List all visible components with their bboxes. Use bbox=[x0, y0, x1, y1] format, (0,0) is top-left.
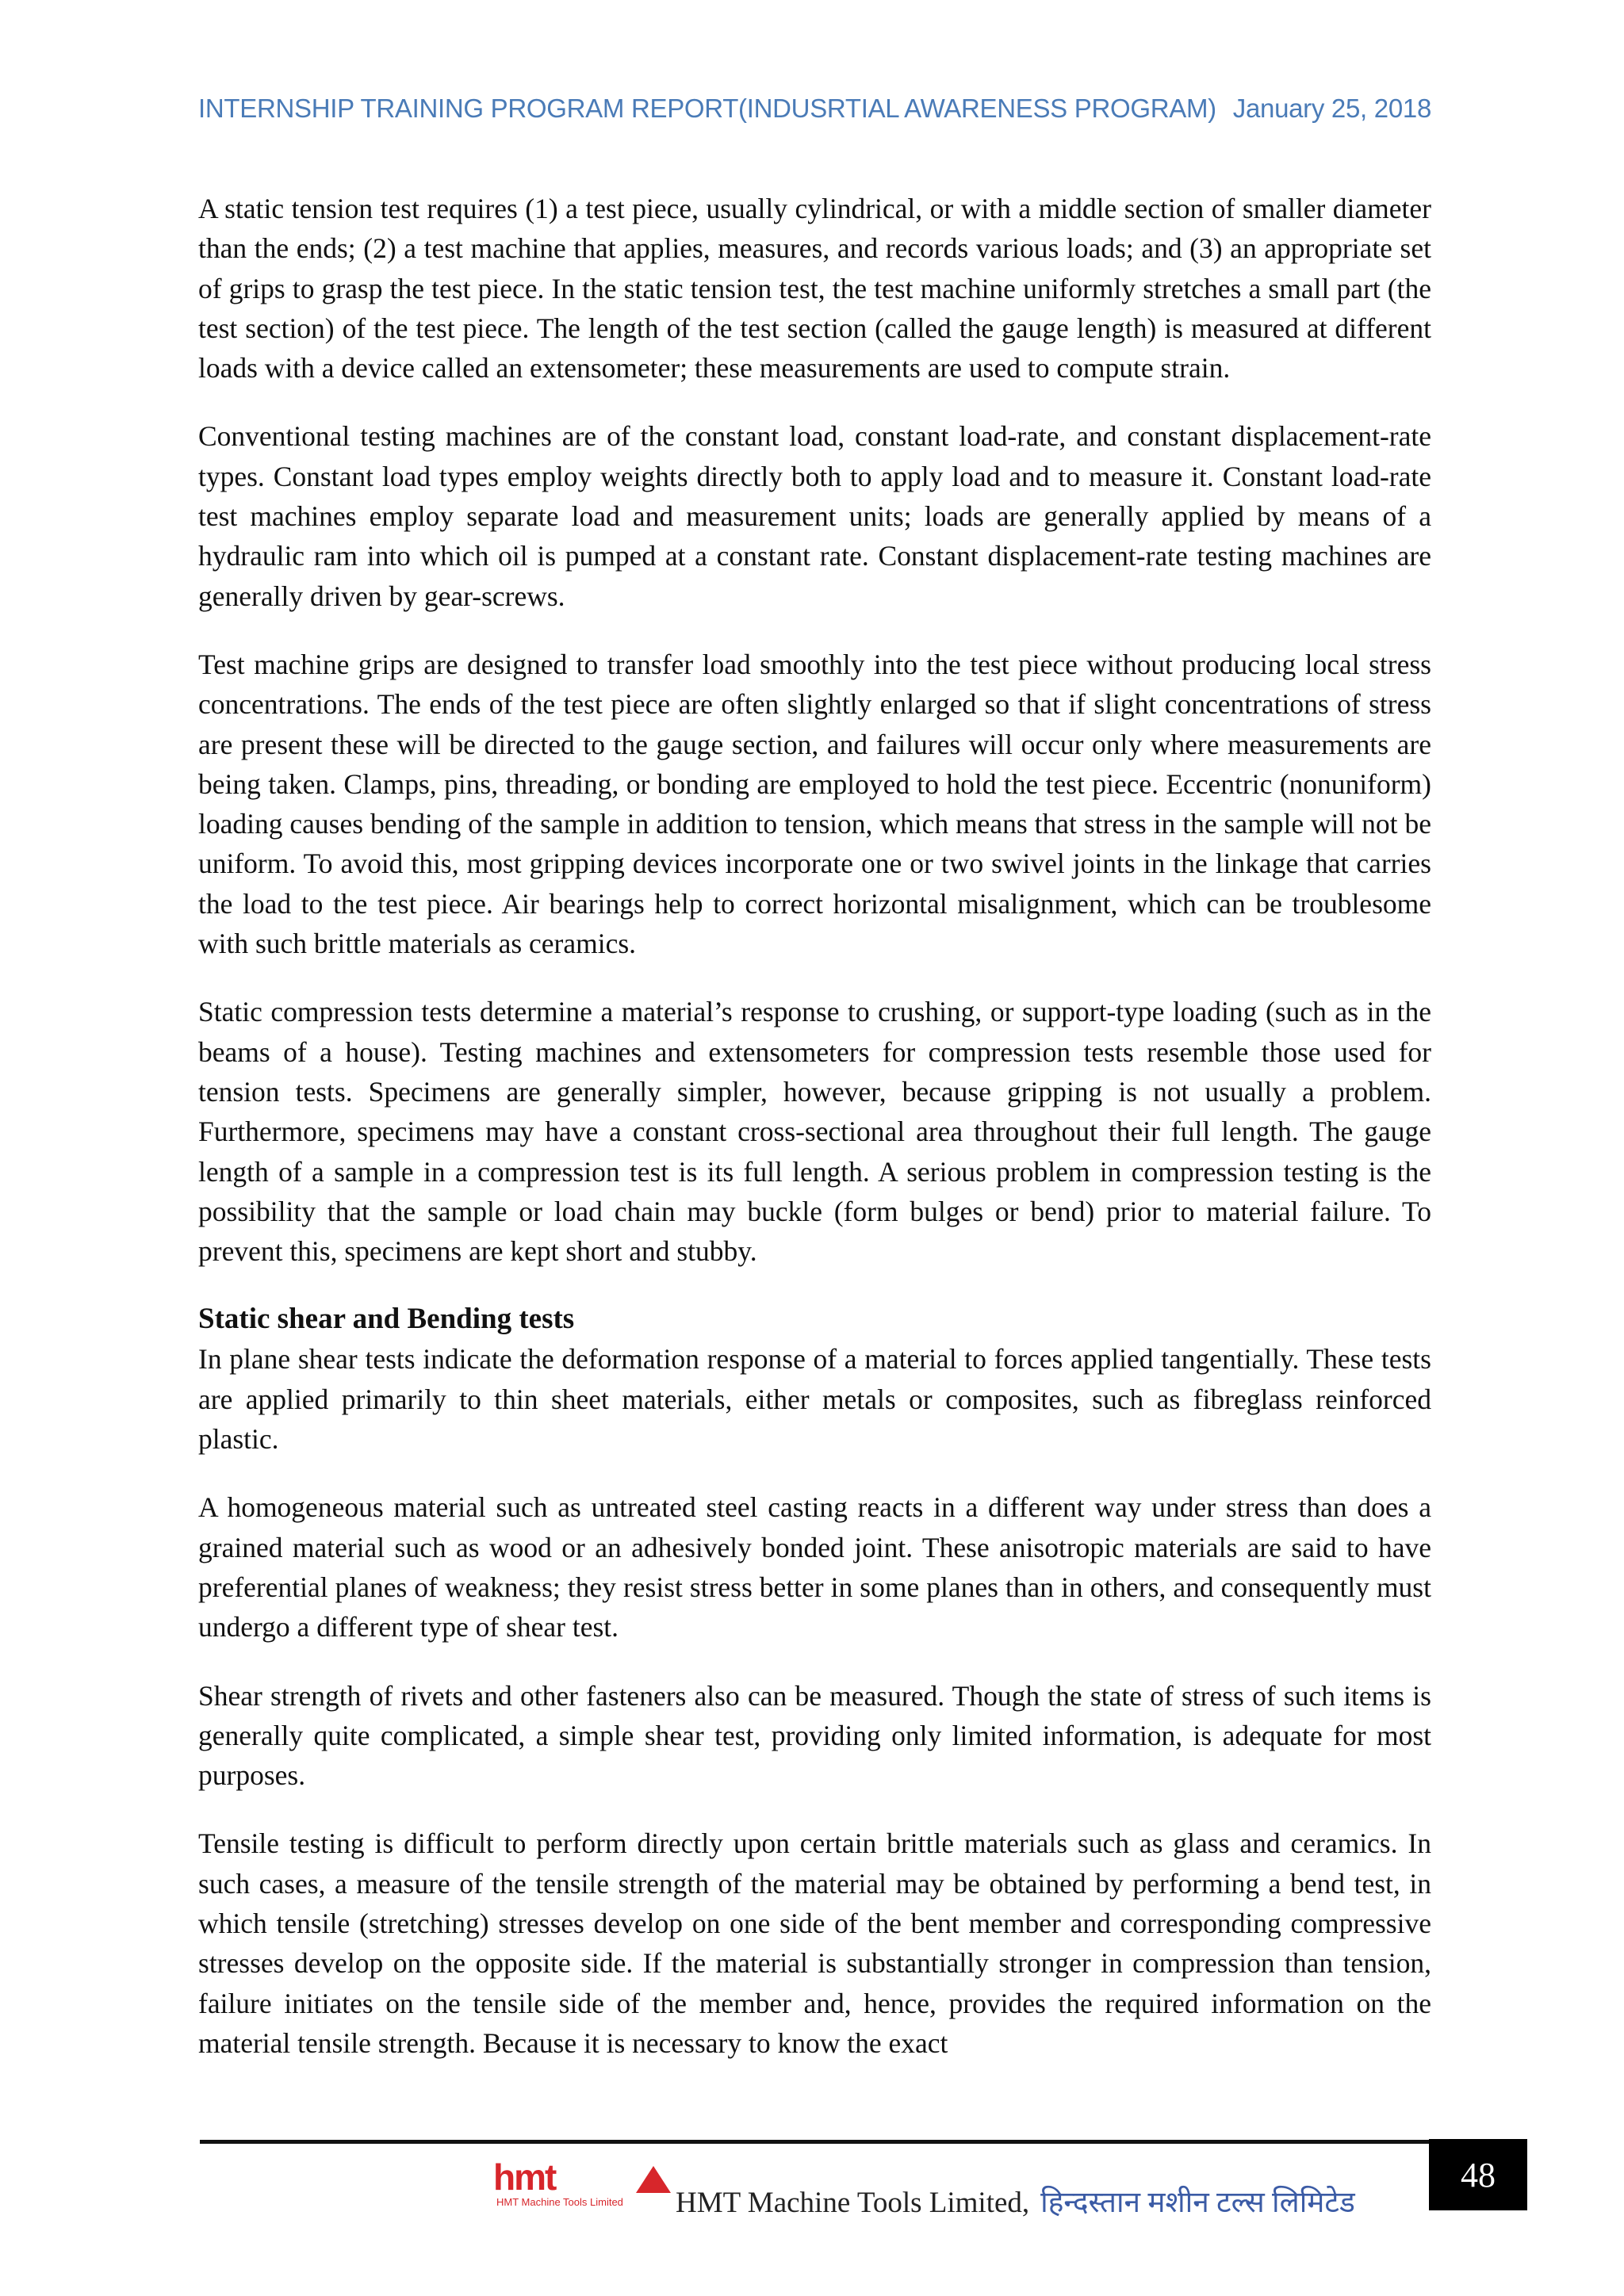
paragraph: Shear strength of rivets and other fasteners also can be measured. Though the state of stress of such items is generally quite complicated, a simple shear test, providing only limited information, is adequate for most purposes. bbox=[198, 1679, 1431, 1792]
report-title: INTERNSHIP TRAINING PROGRAM REPORT(INDUSRTIAL AWARENESS PROGRAM) bbox=[198, 94, 1216, 123]
paragraph: Conventional testing machines are of the constant load, constant load-rate, and constant displacement-rate types. Constant load types employ weights directly both to apply load and to measure it. Constant load-rate test machines employ separate load and measurement units; loads are generally applied by means of a hydraulic ram into which oil is pumped at a constant rate. Constant displacement-rate testing machines are generally driven by gear-screws. bbox=[198, 420, 1431, 612]
logo-subtext: HMT Machine Tools Limited bbox=[496, 2196, 623, 2208]
paragraph: A homogeneous material such as untreated steel casting reacts in a different way under stress than does a grained material such as wood or an adhesively bonded joint. These anisotropic materials are said to have preferential planes of weakness; they resist stress better in some planes than in others, and consequently must undergo a different type of shear test. bbox=[198, 1491, 1431, 1644]
footer-divider bbox=[200, 2140, 1429, 2144]
company-name-english: HMT Machine Tools Limited, bbox=[676, 2187, 1030, 2219]
document-body bbox=[198, 189, 1431, 2091]
page-header bbox=[198, 94, 1431, 124]
report-date: January 25, 2018 bbox=[1232, 94, 1431, 123]
page-number: 48 bbox=[1429, 2139, 1527, 2210]
company-name-hindi: हिन्दस्तान मशीन टल्स लिमिटेड bbox=[1040, 2187, 1355, 2219]
logo-wordmark: hmt bbox=[493, 2156, 556, 2198]
company-name bbox=[676, 2180, 1355, 2221]
paragraph: Tensile testing is difficult to perform directly upon certain brittle materials such as glass and ceramics. In such cases, a measure of the tensile strength of the material may be obtained by performing a bend test, in which tensile (stretching) stresses develop on one side of the bent member and corresponding compressive stresses develop on the opposite side. If the material is substantially stronger in compression than tension, failure initiates on the tensile side of the member and, hence, provides the required information on the material tensile strength. Because it is necessary to know the exact bbox=[198, 1827, 1431, 2059]
paragraph: Test machine grips are designed to transfer load smoothly into the test piece without producing local stress concentrations. The ends of the test piece are often slightly enlarged so that if slight concentrations of stress are present these will be directed to the gauge section, and failures will occur only where measurements are being taken. Clamps, pins, threading, or bonding are employed to hold the test piece. Eccentric (nonuniform) loading causes bending of the sample in addition to tension, which means that stress in the sample will not be uniform. To avoid this, most gripping devices incorporate one or two swivel joints in the linkage that carries the load to the test piece. Air bearings help to correct horizontal misalignment, which can be troublesome with such brittle materials as ceramics. bbox=[198, 648, 1431, 960]
section-heading: Static shear and Bending tests bbox=[198, 1303, 575, 1336]
paragraph: In plane shear tests indicate the deformation response of a material to forces applied tangentially. These tests are applied primarily to thin sheet materials, either metals or composites, such as fibreglass reinforced plastic. bbox=[198, 1343, 1431, 1456]
paragraph: Static compression tests determine a material’s response to crushing, or support-type loading (such as in the beams of a house). Testing machines and extensometers for compression tests resemble those used for tension tests. Specimens are generally simpler, however, because gripping is not usually a problem. Furthermore, specimens may have a constant cross-sectional area throughout their full length. The gauge length of a sample in a compression test is its full length. A serious problem in compression testing is the possibility that the sample or load chain may buckle (form bulges or bend) prior to material failure. To prevent this, specimens are kept short and stubby. bbox=[198, 996, 1431, 1268]
logo-triangle-icon bbox=[636, 2166, 671, 2193]
hmt-logo bbox=[493, 2156, 676, 2208]
paragraph: A static tension test requires (1) a test piece, usually cylindrical, or with a middle section of smaller diameter than the ends; (2) a test machine that applies, measures, and records various loads; and (3) an appropriate set of grips to grasp the test piece. In the static tension test, the test machine uniformly stretches a small part (the test section) of the test piece. The length of the test section (called the gauge length) is measured at different loads with a device called an extensometer; these measurements are used to compute strain. bbox=[198, 193, 1431, 385]
